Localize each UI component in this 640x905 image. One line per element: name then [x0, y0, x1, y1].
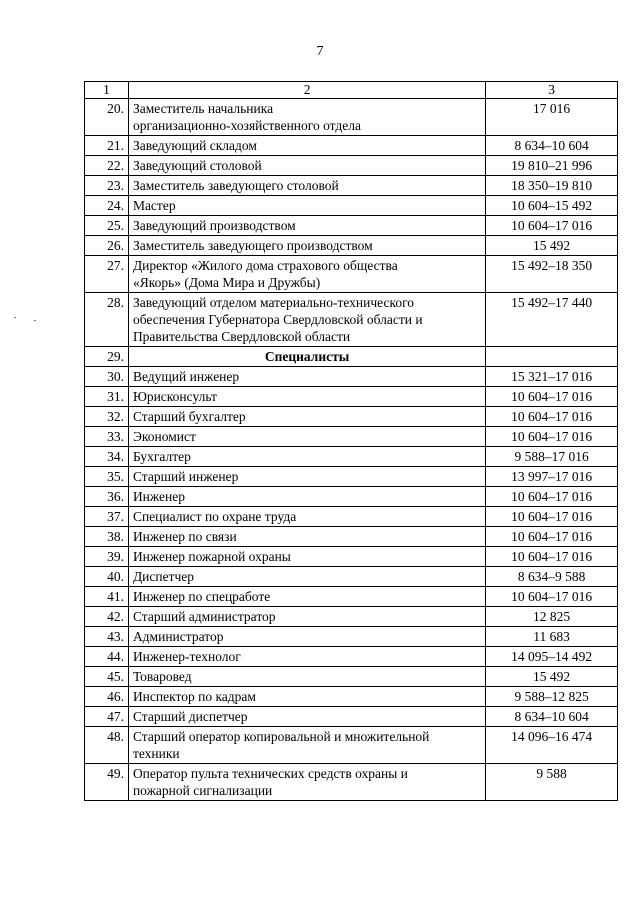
salary-range: 10 604–17 016 [486, 487, 618, 507]
salary-range: 10 604–17 016 [486, 216, 618, 236]
row-number: 45. [85, 667, 129, 687]
salary-range [486, 347, 618, 367]
salary-range: 14 095–14 492 [486, 647, 618, 667]
row-number: 30. [85, 367, 129, 387]
row-number: 35. [85, 467, 129, 487]
row-number: 25. [85, 216, 129, 236]
table-row [85, 136, 618, 156]
position-title: Старший бухгалтер [128, 407, 485, 427]
salary-table [84, 81, 618, 801]
salary-range: 15 492 [486, 236, 618, 256]
salary-range: 10 604–17 016 [486, 587, 618, 607]
column-header-2: 2 [128, 82, 485, 99]
row-number: 40. [85, 567, 129, 587]
column-header-1: 1 [85, 82, 129, 99]
row-number: 29. [85, 347, 129, 367]
table-row [85, 727, 618, 764]
row-number: 20. [85, 99, 129, 136]
table-row [85, 407, 618, 427]
table-row [85, 196, 618, 216]
position-title: Заведующий столовой [128, 156, 485, 176]
table-row [85, 447, 618, 467]
row-number: 38. [85, 527, 129, 547]
position-title: Специалист по охране труда [128, 507, 485, 527]
row-number: 37. [85, 507, 129, 527]
salary-range: 18 350–19 810 [486, 176, 618, 196]
row-number: 24. [85, 196, 129, 216]
header-row [85, 82, 618, 99]
row-number: 28. [85, 293, 129, 347]
scan-mark [34, 320, 36, 321]
table-row [85, 467, 618, 487]
row-number: 32. [85, 407, 129, 427]
salary-range: 14 096–16 474 [486, 727, 618, 764]
table-row [85, 647, 618, 667]
position-title: Заведующий складом [128, 136, 485, 156]
salary-range: 15 321–17 016 [486, 367, 618, 387]
table-row [85, 627, 618, 647]
salary-range: 12 825 [486, 607, 618, 627]
row-number: 34. [85, 447, 129, 467]
table-row [85, 367, 618, 387]
salary-range: 17 016 [486, 99, 618, 136]
row-number: 33. [85, 427, 129, 447]
section-row [85, 347, 618, 367]
table-row [85, 567, 618, 587]
position-title: Диспетчер [128, 567, 485, 587]
row-number: 43. [85, 627, 129, 647]
salary-range: 10 604–17 016 [486, 407, 618, 427]
row-number: 44. [85, 647, 129, 667]
row-number: 23. [85, 176, 129, 196]
position-title: Мастер [128, 196, 485, 216]
salary-range: 11 683 [486, 627, 618, 647]
table-row [85, 707, 618, 727]
salary-range: 10 604–15 492 [486, 196, 618, 216]
table-row [85, 547, 618, 567]
table-row [85, 216, 618, 236]
table-row [85, 256, 618, 293]
position-title: Заместитель заведующего столовой [128, 176, 485, 196]
row-number: 21. [85, 136, 129, 156]
salary-range: 19 810–21 996 [486, 156, 618, 176]
salary-range: 8 634–10 604 [486, 707, 618, 727]
table-row [85, 687, 618, 707]
page-number: 7 [316, 44, 324, 59]
table-row [85, 427, 618, 447]
salary-range: 10 604–17 016 [486, 427, 618, 447]
table-row [85, 387, 618, 407]
position-title: Старший диспетчер [128, 707, 485, 727]
salary-range: 10 604–17 016 [486, 387, 618, 407]
salary-range: 10 604–17 016 [486, 547, 618, 567]
position-title: Товаровед [128, 667, 485, 687]
position-title: Заместитель заведующего производством [128, 236, 485, 256]
row-number: 46. [85, 687, 129, 707]
position-title: Старший инженер [128, 467, 485, 487]
row-number: 36. [85, 487, 129, 507]
row-number: 48. [85, 727, 129, 764]
position-title: Инженер по связи [128, 527, 485, 547]
salary-range: 15 492 [486, 667, 618, 687]
table-row [85, 236, 618, 256]
position-title: Директор «Жилого дома страхового общества «Якорь» (Дома Мира и Дружбы) [128, 256, 485, 293]
position-title: Инженер пожарной охраны [128, 547, 485, 567]
table-row [85, 764, 618, 801]
position-title: Бухгалтер [128, 447, 485, 467]
row-number: 22. [85, 156, 129, 176]
salary-range: 8 634–9 588 [486, 567, 618, 587]
column-header-3: 3 [486, 82, 618, 99]
salary-range: 10 604–17 016 [486, 527, 618, 547]
position-title: Старший оператор копировальной и множительной техники [128, 727, 485, 764]
row-number: 27. [85, 256, 129, 293]
row-number: 41. [85, 587, 129, 607]
position-title: Ведущий инженер [128, 367, 485, 387]
row-number: 47. [85, 707, 129, 727]
salary-range: 8 634–10 604 [486, 136, 618, 156]
salary-range: 9 588–12 825 [486, 687, 618, 707]
row-number: 39. [85, 547, 129, 567]
position-title: Инженер [128, 487, 485, 507]
row-number: 31. [85, 387, 129, 407]
position-title: Старший администратор [128, 607, 485, 627]
position-title: Заведующий производством [128, 216, 485, 236]
table-row [85, 507, 618, 527]
position-title: Инженер по спецработе [128, 587, 485, 607]
position-title: Инженер-технолог [128, 647, 485, 667]
scan-mark [14, 317, 16, 318]
row-number: 26. [85, 236, 129, 256]
table-row [85, 293, 618, 347]
row-number: 49. [85, 764, 129, 801]
table-row [85, 176, 618, 196]
salary-range: 13 997–17 016 [486, 467, 618, 487]
table-row [85, 527, 618, 547]
salary-range: 10 604–17 016 [486, 507, 618, 527]
salary-range: 9 588 [486, 764, 618, 801]
table-row [85, 607, 618, 627]
salary-range: 9 588–17 016 [486, 447, 618, 467]
position-title: Заведующий отделом материально-технического обеспечения Губернатора Свердловской области и Правительства Свердловской области [128, 293, 485, 347]
position-title: Юрисконсульт [128, 387, 485, 407]
section-title: Специалисты [128, 347, 485, 367]
salary-range: 15 492–18 350 [486, 256, 618, 293]
position-title: Администратор [128, 627, 485, 647]
table-row [85, 99, 618, 136]
row-number: 42. [85, 607, 129, 627]
salary-range: 15 492–17 440 [486, 293, 618, 347]
position-title: Инспектор по кадрам [128, 687, 485, 707]
position-title: Заместитель начальника организационно-хозяйственного отдела [128, 99, 485, 136]
table-body [85, 99, 618, 801]
position-title: Экономист [128, 427, 485, 447]
table-row [85, 587, 618, 607]
table-row [85, 156, 618, 176]
table-row [85, 667, 618, 687]
position-title: Оператор пульта технических средств охраны и пожарной сигнализации [128, 764, 485, 801]
table-row [85, 487, 618, 507]
